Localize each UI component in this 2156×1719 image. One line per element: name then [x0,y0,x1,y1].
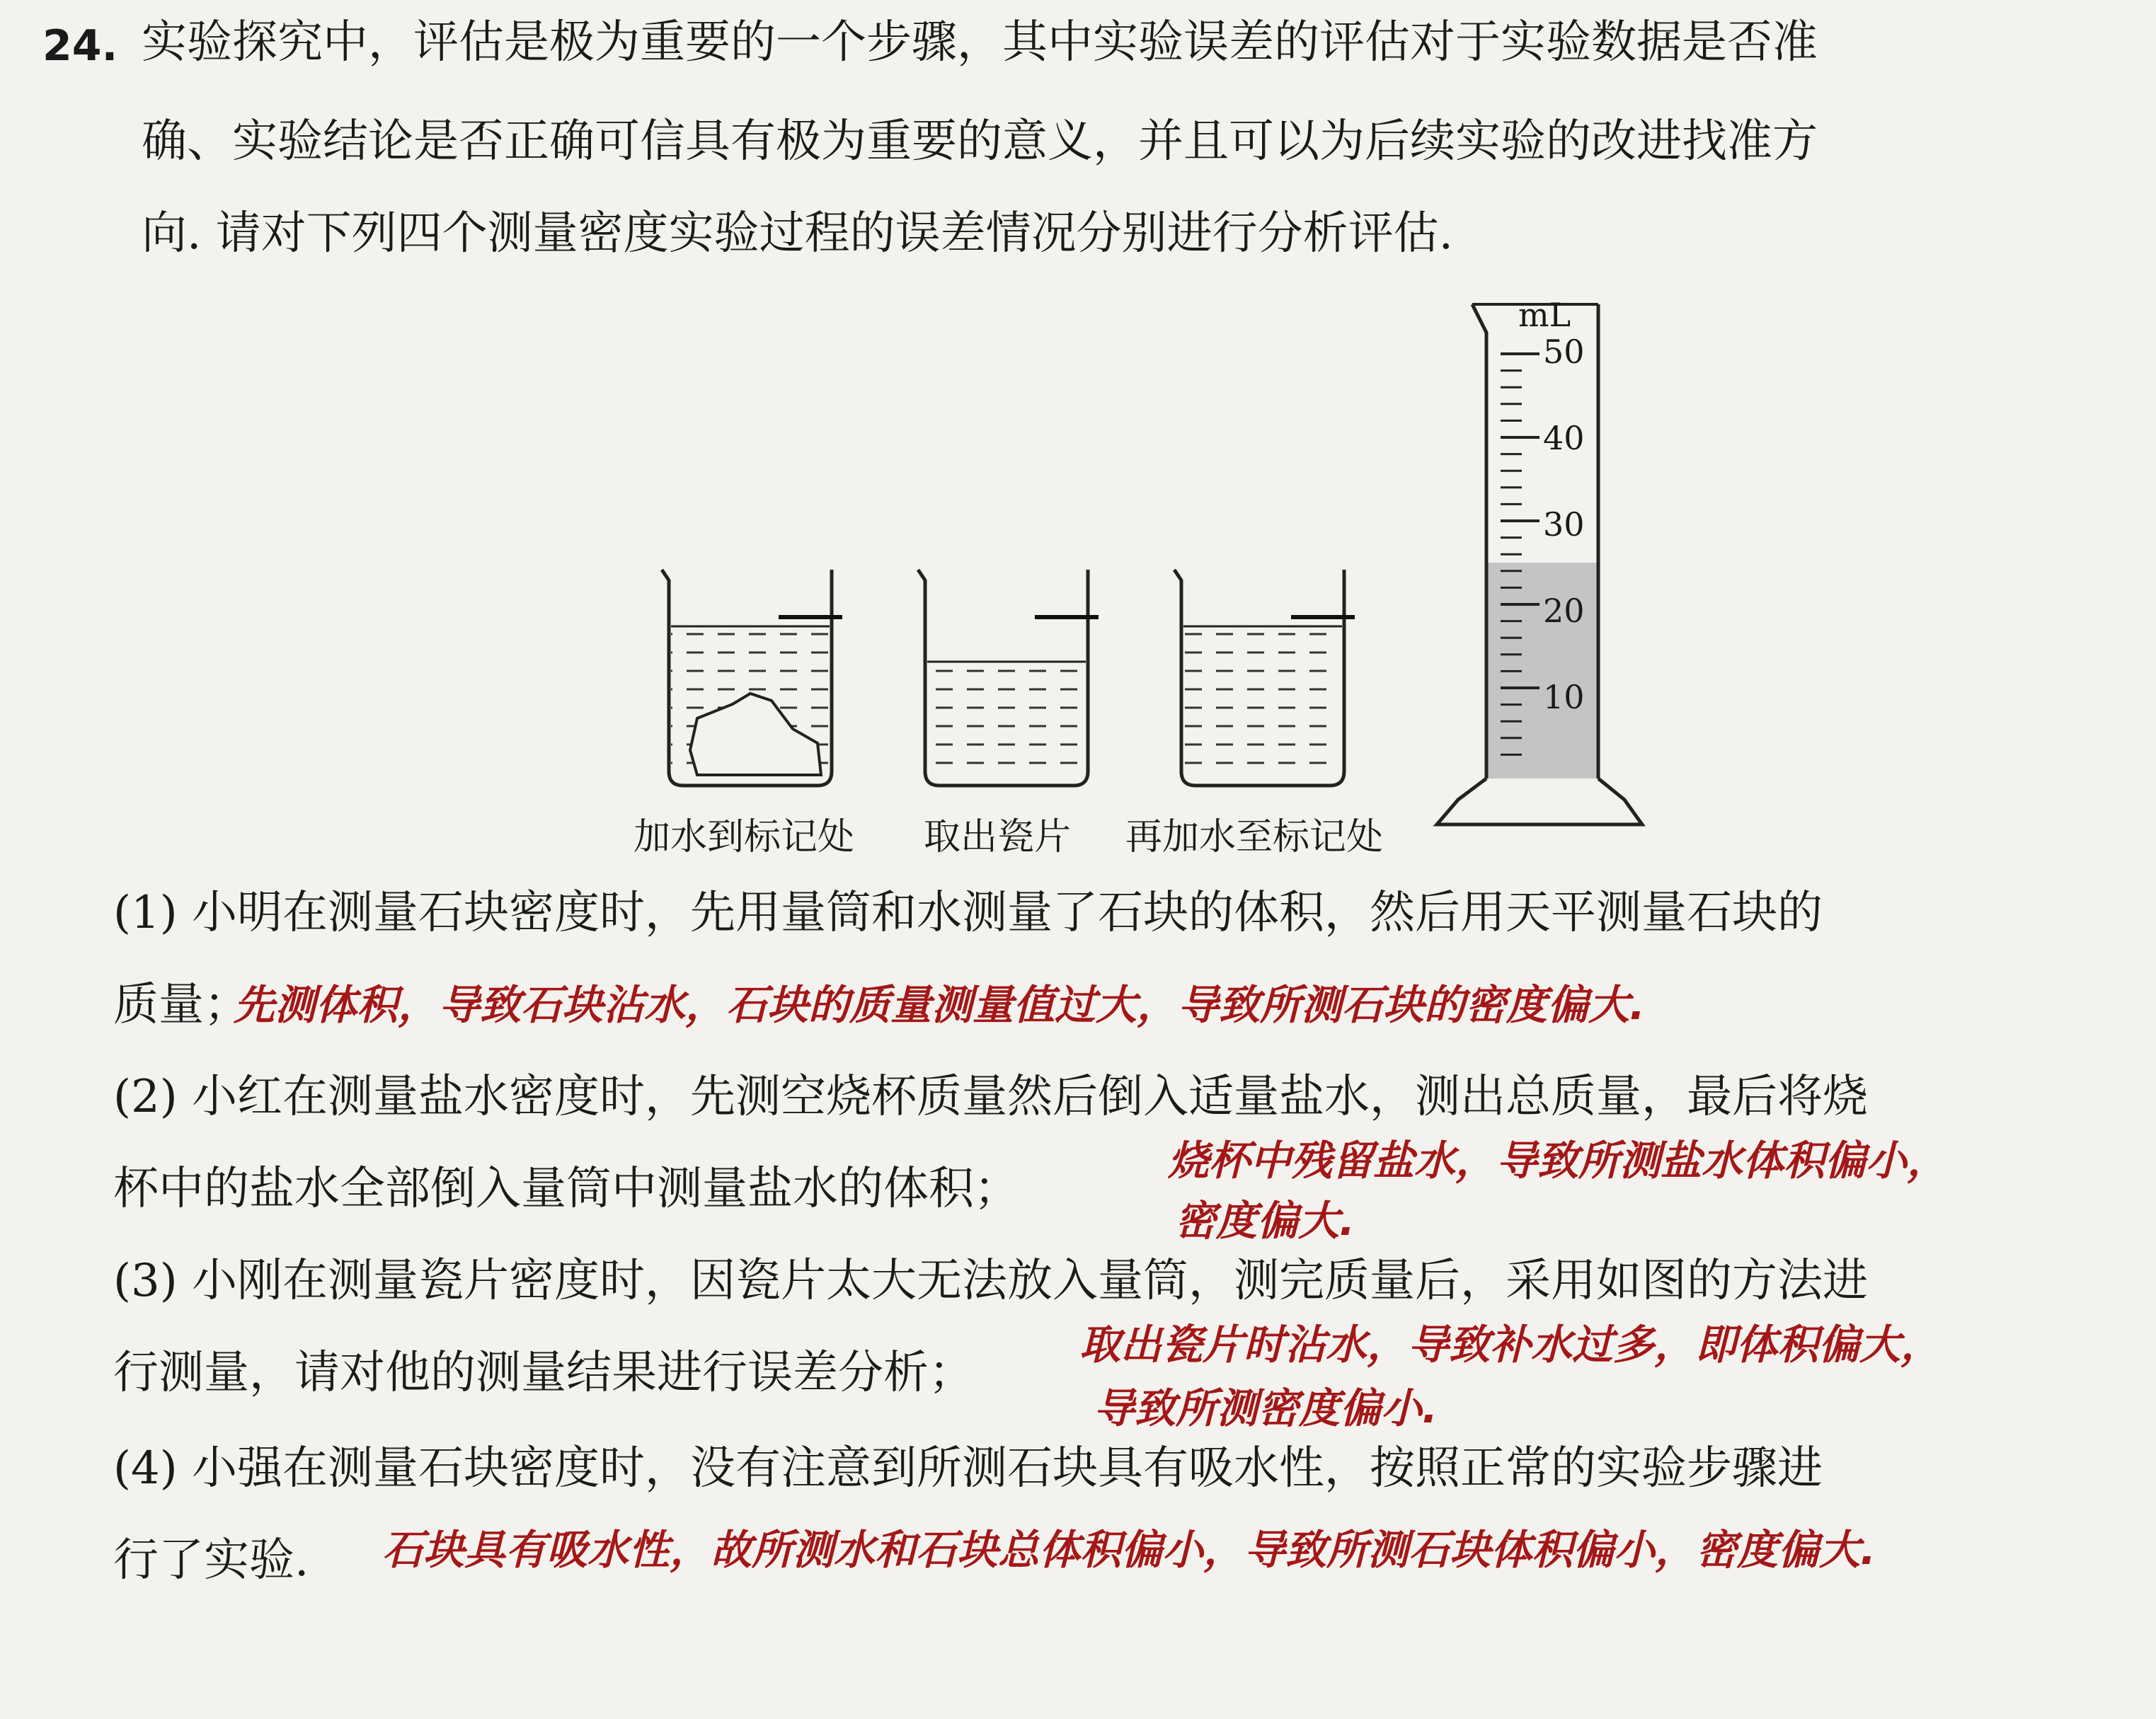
part2-handwritten-answer-2: 密度偏大. [1175,1197,1355,1245]
part3-line-2: 行测量，请对他的测量结果进行误差分析； [113,1347,974,1399]
graduated-cylinder [1437,304,1642,824]
intro-line-1: 实验探究中，评估是极为重要的一个步骤，其中实验误差的评估对于实验数据是否准 [142,16,1818,69]
cylinder-tick-label: 50 [1543,333,1585,371]
caption-refill-water: 再加水至标记处 [1125,816,1384,858]
intro-line-3: 向. 请对下列四个测量密度实验过程的误差情况分别进行分析评估. [142,207,1454,260]
part1-line-2: 质量； [113,979,249,1031]
cylinder-tick-label: 20 [1543,592,1585,630]
beaker-refilled [1174,570,1355,786]
cylinder-tick-label: 40 [1543,419,1585,457]
part4-handwritten-answer: 石块具有吸水性，故所测水和石块总体积偏小，导致所测石块体积偏小，密度偏大. [382,1526,1876,1574]
part1-handwritten-answer: 先测体积，导致石块沾水，石块的质量测量值过大，导致所测石块的密度偏大. [234,981,1646,1029]
cylinder-tick-label: 30 [1543,505,1585,544]
part3-handwritten-answer-2: 导致所测密度偏小. [1094,1384,1438,1432]
part3-handwritten-answer-1: 取出瓷片时沾水，导致补水过多，即体积偏大， [1079,1321,1942,1369]
cylinder-unit: mL [1518,296,1571,334]
part2-handwritten-answer-1: 烧杯中残留盐水，导致所测盐水体积偏小， [1168,1137,1949,1185]
part1-line-1: (1) 小明在测量石块密度时，先用量筒和水测量了石块的体积，然后用天平测量石块的 [113,887,1823,939]
part2-line-2: 杯中的盐水全部倒入量筒中测量盐水的体积； [113,1163,1019,1215]
part4-line-2: 行了实验. [113,1534,309,1587]
intro-line-2: 确、实验结论是否正确可信具有极为重要的意义，并且可以为后续实验的改进找准方 [142,115,1818,168]
cylinder-tick-label: 10 [1543,678,1585,716]
beaker-with-porcelain [662,570,842,786]
part3-line-1: (3) 小刚在测量瓷片密度时，因瓷片太大无法放入量筒，测完质量后，采用如图的方法进 [113,1255,1868,1307]
question-number: 24. [42,21,118,71]
caption-add-water: 加水到标记处 [633,816,855,858]
part2-line-1: (2) 小红在测量盐水密度时，先测空烧杯质量然后倒入适量盐水，测出总质量，最后将烧 [113,1071,1868,1123]
caption-remove-porcelain: 取出瓷片 [924,816,1072,858]
part4-line-1: (4) 小强在测量石块密度时，没有注意到所测石块具有吸水性，按照正常的实验步骤进 [113,1442,1823,1495]
beaker-porcelain-removed [918,570,1099,786]
